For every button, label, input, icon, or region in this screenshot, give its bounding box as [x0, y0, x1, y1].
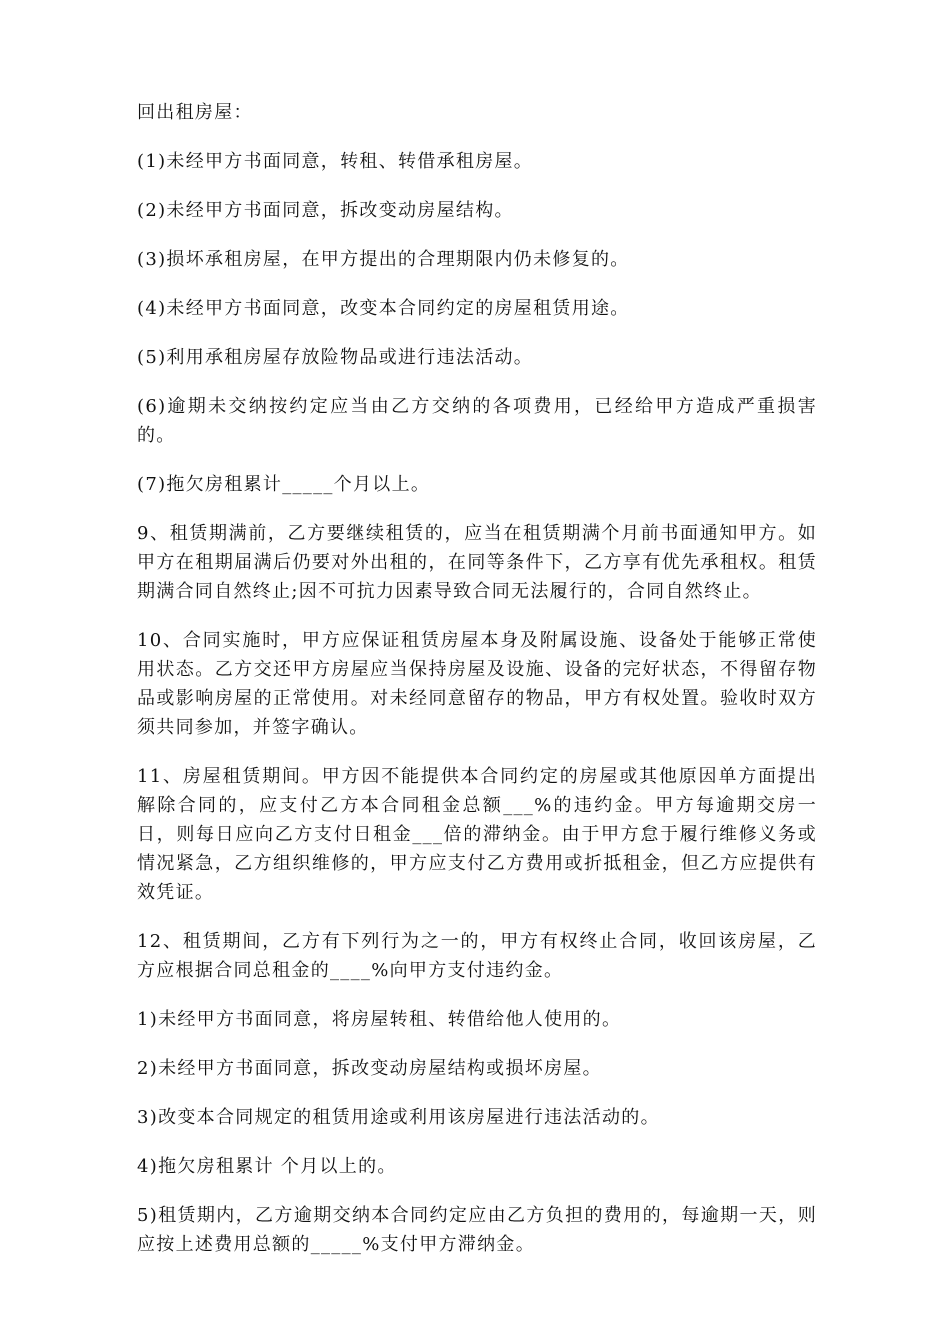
clause-12-item-1: 1)未经甲方书面同意，将房屋转租、转借给他人使用的。: [137, 1009, 622, 1030]
clause-9: 9、租赁期满前，乙方要继续租赁的，应当在租赁期满个月前书面通知甲方。如甲方在租期届满后仍要对外出租的，在同等条件下，乙方享有优先承租权。租赁期满合同自然终止;因不可抗力因素导致合同无法履行的，合同自然终止。: [137, 523, 817, 602]
clause-12: 12、租赁期间，乙方有下列行为之一的，甲方有权终止合同，收回该房屋，乙方应根据合同总租金的____%向甲方支付违约金。: [137, 931, 817, 981]
paragraph-item-6: (6)逾期未交纳按约定应当由乙方交纳的各项费用，已经给甲方造成严重损害的。: [137, 396, 817, 446]
clause-12-item-2: 2)未经甲方书面同意，拆改变动房屋结构或损坏房屋。: [137, 1058, 602, 1079]
paragraph-intro: 回出租房屋：: [137, 102, 253, 123]
paragraph-item-1: (1)未经甲方书面同意，转租、转借承租房屋。: [137, 151, 534, 172]
clause-10: 10、合同实施时，甲方应保证租赁房屋本身及附属设施、设备处于能够正常使用状态。乙方交还甲方房屋应当保持房屋及设施、设备的完好状态，不得留存物品或影响房屋的正常使用。对未经同意留存的物品，甲方有权处置。验收时双方须共同参加，并签字确认。: [137, 630, 817, 738]
clause-12-item-5: 5)租赁期内，乙方逾期交纳本合同约定应由乙方负担的费用的，每逾期一天，则应按上述费用总额的_____%支付甲方滞纳金。: [137, 1205, 817, 1255]
paragraph-item-7: (7)拖欠房租累计_____个月以上。: [137, 474, 431, 495]
clause-12-item-4: 4)拖欠房租累计 个月以上的。: [137, 1156, 397, 1177]
paragraph-item-5: (5)利用承租房屋存放险物品或进行违法活动。: [137, 347, 534, 368]
paragraph-item-3: (3)损坏承租房屋，在甲方提出的合理期限内仍未修复的。: [137, 249, 630, 270]
clause-11: 11、房屋租赁期间。甲方因不能提供本合同约定的房屋或其他原因单方面提出解除合同的，应支付乙方本合同租金总额___%的违约金。甲方每逾期交房一日，则每日应向乙方支付日租金___倍的滞纳金。由于甲方怠于履行维修义务或情况紧急，乙方组织维修的，甲方应支付乙方费用或折抵租金，但乙方应提供有效凭证。: [137, 766, 817, 903]
document-page: [137, 98, 817, 1279]
paragraph-item-4: (4)未经甲方书面同意，改变本合同约定的房屋租赁用途。: [137, 298, 630, 319]
paragraph-item-2: (2)未经甲方书面同意，拆改变动房屋结构。: [137, 200, 514, 221]
clause-12-item-3: 3)改变本合同规定的租赁用途或利用该房屋进行违法活动的。: [137, 1107, 660, 1128]
